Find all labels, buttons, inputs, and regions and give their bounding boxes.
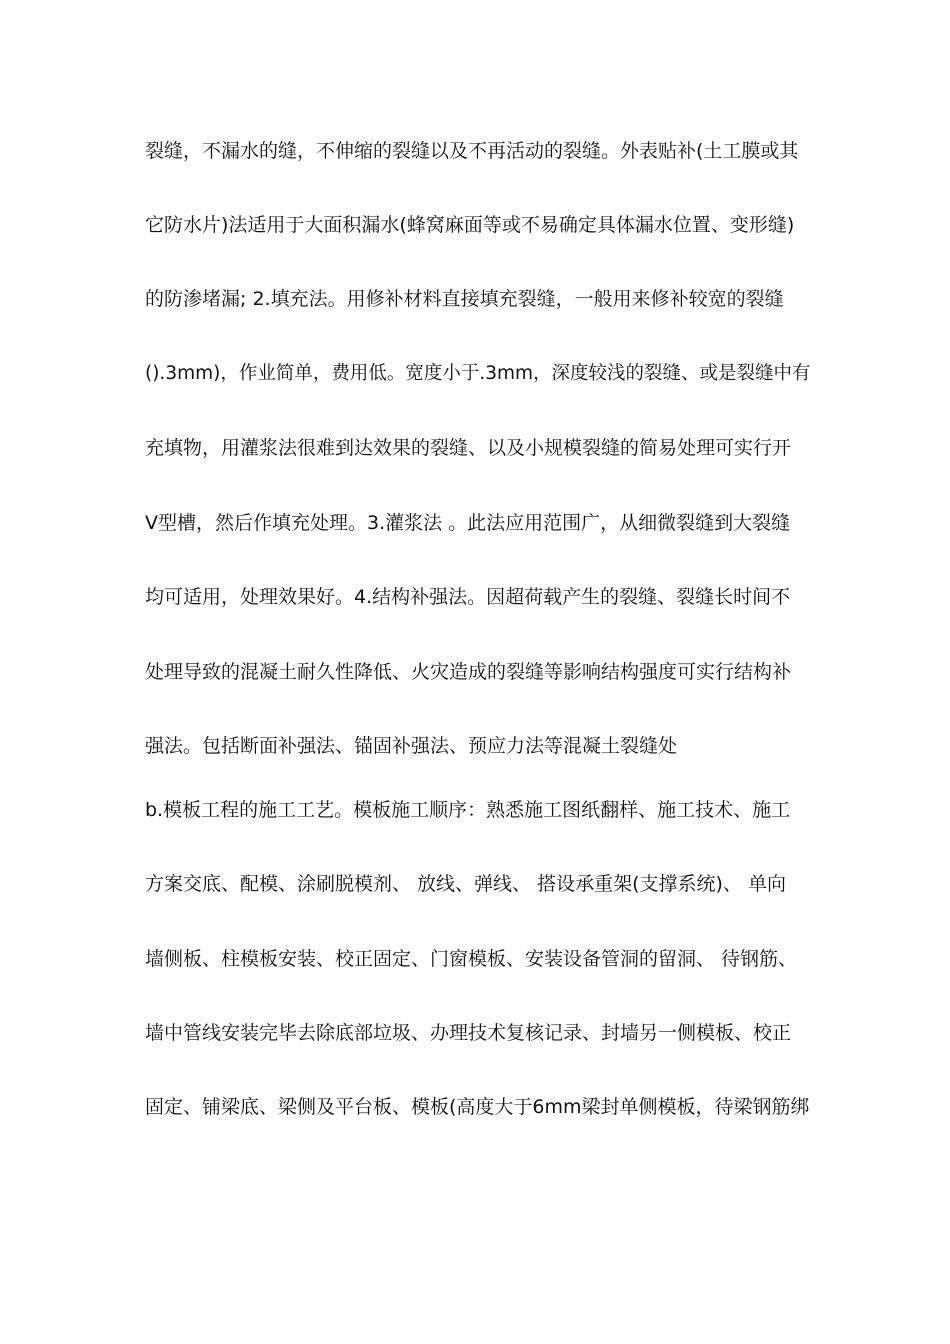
text-line: 均可适用，处理效果好。4.结构补强法。因超荷载产生的裂缝、裂缝长时间不 — [145, 586, 791, 608]
text-line: 的防渗堵漏; 2.填充法。用修补材料直接填充裂缝，一般用来修补较宽的裂缝 — [145, 288, 784, 310]
text-line: 墙侧板、柱模板安装、校正固定、门窗模板、安装设备管洞的留洞、 待钢筋、 — [145, 948, 798, 970]
text-line: V型槽，然后作填充处理。3.灌浆法 。此法应用范围广，从细微裂缝到大裂缝 — [145, 512, 791, 534]
text-line: 方案交底、配模、涂刷脱模剂、 放线、弹线、 搭设承重架(支撑系统)、 单向 — [145, 873, 786, 895]
text-line: 固定、铺梁底、梁侧及平台板、模板(高度大于6mm梁封单侧模板，待梁钢筋绑 — [145, 1096, 810, 1118]
text-line: 充填物，用灌浆法很难到达效果的裂缝、以及小规模裂缝的简易处理可实行开 — [145, 437, 792, 459]
text-line: 处理导致的混凝土耐久性降低、火灾造成的裂缝等影响结构强度可实行结构补 — [145, 661, 792, 683]
text-line: 它防水片)法适用于大面积漏水(蜂窝麻面等或不易确定具体漏水位置、变形缝) — [145, 214, 795, 236]
text-line: 强法。包括断面补强法、锚固补强法、预应力法等混凝土裂缝处 — [145, 735, 678, 757]
text-line: ().3mm)，作业简单，费用低。宽度小于.3mm，深度较浅的裂缝、或是裂缝中有 — [145, 363, 811, 384]
text-line: 裂缝，不漏水的缝，不伸缩的裂缝以及不再活动的裂缝。外表贴补(土工膜或其 — [145, 140, 799, 162]
text-line: b.模板工程的施工工艺。模板施工顺序：熟悉施工图纸翻样、施工技术、施工 — [145, 799, 791, 821]
text-line: 墙中管线安装完毕去除底部垃圾、办理技术复核记录、封墙另一侧模板、校正 — [145, 1022, 792, 1044]
